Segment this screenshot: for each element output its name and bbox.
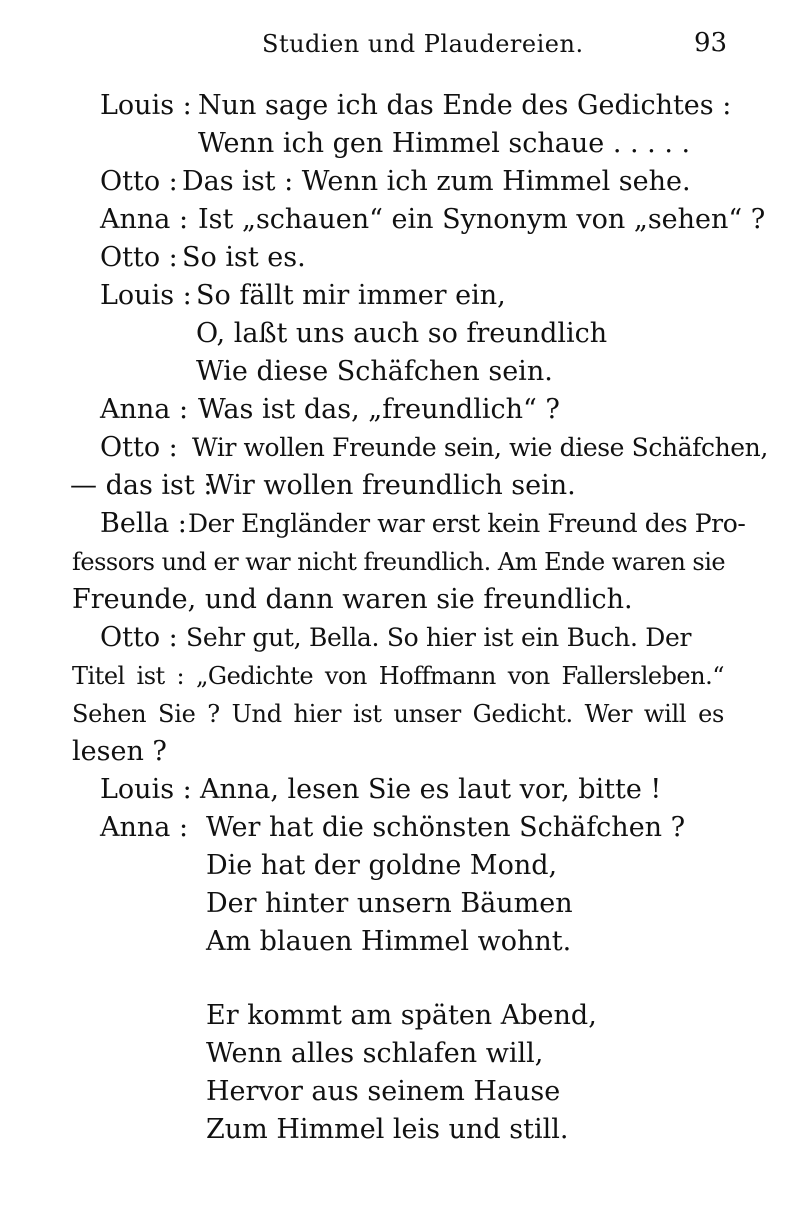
speech-text: lesen ? xyxy=(72,736,167,767)
dialogue-line xyxy=(0,88,792,124)
speech-text: Titel ist : „Gedichte von Hoffmann von Fallersleben.“ xyxy=(72,662,724,690)
speech-text: Der Engländer war erst kein Freund des Pro- xyxy=(188,509,746,538)
speaker-label: Louis : xyxy=(100,90,192,121)
verse-line xyxy=(0,886,792,922)
speech-text: Das ist : Wenn ich zum Himmel sehe. xyxy=(182,166,691,197)
dialogue-line xyxy=(0,620,792,656)
speaker-label: Otto : xyxy=(100,242,178,273)
speech-text: Wenn ich gen Himmel schaue . . . . . xyxy=(198,128,691,159)
verse-line xyxy=(0,1074,792,1110)
prose-line xyxy=(0,696,792,732)
prose-line xyxy=(0,544,792,580)
verse-line xyxy=(0,848,792,884)
page-header xyxy=(0,28,792,68)
poem-line: Wenn alles schlafen will, xyxy=(206,1038,544,1069)
speaker-label: — das ist : xyxy=(70,470,213,501)
speech-text: Freunde, und dann waren sie freundlich. xyxy=(72,584,633,615)
dialogue-line xyxy=(0,810,792,846)
speech-text: Sehen Sie ? Und hier ist unser Gedicht. Wer will es xyxy=(72,700,724,728)
poem-line: Der hinter unsern Bäumen xyxy=(206,888,573,919)
poem-line: Hervor aus seinem Hause xyxy=(206,1076,561,1107)
prose-line xyxy=(0,658,792,694)
running-title: Studien und Plaudereien. xyxy=(262,30,584,58)
verse-line xyxy=(0,126,792,162)
dialogue-line xyxy=(0,430,792,466)
speech-text: Ist „schauen“ ein Synonym von „sehen“ ? xyxy=(198,204,766,235)
dialogue-line xyxy=(0,772,792,808)
speech-text: Wir wollen freundlich sein. xyxy=(206,470,576,501)
speech-text: fessors und er war nicht freundlich. Am Ende waren sie xyxy=(72,548,726,576)
speech-text: Anna, lesen Sie es laut vor, bitte ! xyxy=(200,774,662,805)
speech-text: Wie diese Schäfchen sein. xyxy=(196,356,553,387)
speech-text: Nun sage ich das Ende des Gedichtes : xyxy=(198,90,732,121)
dialogue-line xyxy=(0,278,792,314)
verse-line xyxy=(0,1036,792,1072)
verse-line xyxy=(0,316,792,352)
page-number: 93 xyxy=(694,28,728,58)
speaker-label: Anna : xyxy=(100,812,189,843)
speaker-label: Otto : xyxy=(100,432,178,463)
speaker-label: Anna : xyxy=(100,204,189,235)
dialogue-line xyxy=(0,506,792,542)
verse-line xyxy=(0,998,792,1034)
speech-text: Wir wollen Freunde sein, wie diese Schäfchen, xyxy=(192,433,768,462)
verse-line xyxy=(0,354,792,390)
speech-text: So ist es. xyxy=(182,242,306,273)
dialogue-line xyxy=(0,468,792,504)
verse-line xyxy=(0,1112,792,1148)
poem-line: Er kommt am späten Abend, xyxy=(206,1000,597,1031)
poem-line: Wer hat die schönsten Schäfchen ? xyxy=(206,812,686,843)
speaker-label: Louis : xyxy=(100,280,192,311)
dialogue-line xyxy=(0,164,792,200)
speech-text: Sehr gut, Bella. So hier ist ein Buch. Der xyxy=(186,623,692,652)
speaker-label: Otto : xyxy=(100,166,178,197)
speech-text: O, laßt uns auch so freundlich xyxy=(196,318,608,349)
speaker-label: Anna : xyxy=(100,394,189,425)
speaker-label: Otto : xyxy=(100,622,178,653)
poem-line: Am blauen Himmel wohnt. xyxy=(206,926,572,957)
prose-line xyxy=(0,734,792,770)
speech-text: Was ist das, „freundlich“ ? xyxy=(198,394,560,425)
dialogue-line xyxy=(0,392,792,428)
speaker-label: Louis : xyxy=(100,774,192,805)
speaker-label: Bella : xyxy=(100,508,187,539)
dialogue-line xyxy=(0,240,792,276)
verse-line xyxy=(0,924,792,960)
speech-text: So fällt mir immer ein, xyxy=(196,280,506,311)
dialogue-line xyxy=(0,202,792,238)
poem-line: Zum Himmel leis und still. xyxy=(206,1114,569,1145)
poem-line: Die hat der goldne Mond, xyxy=(206,850,558,881)
prose-line xyxy=(0,582,792,618)
